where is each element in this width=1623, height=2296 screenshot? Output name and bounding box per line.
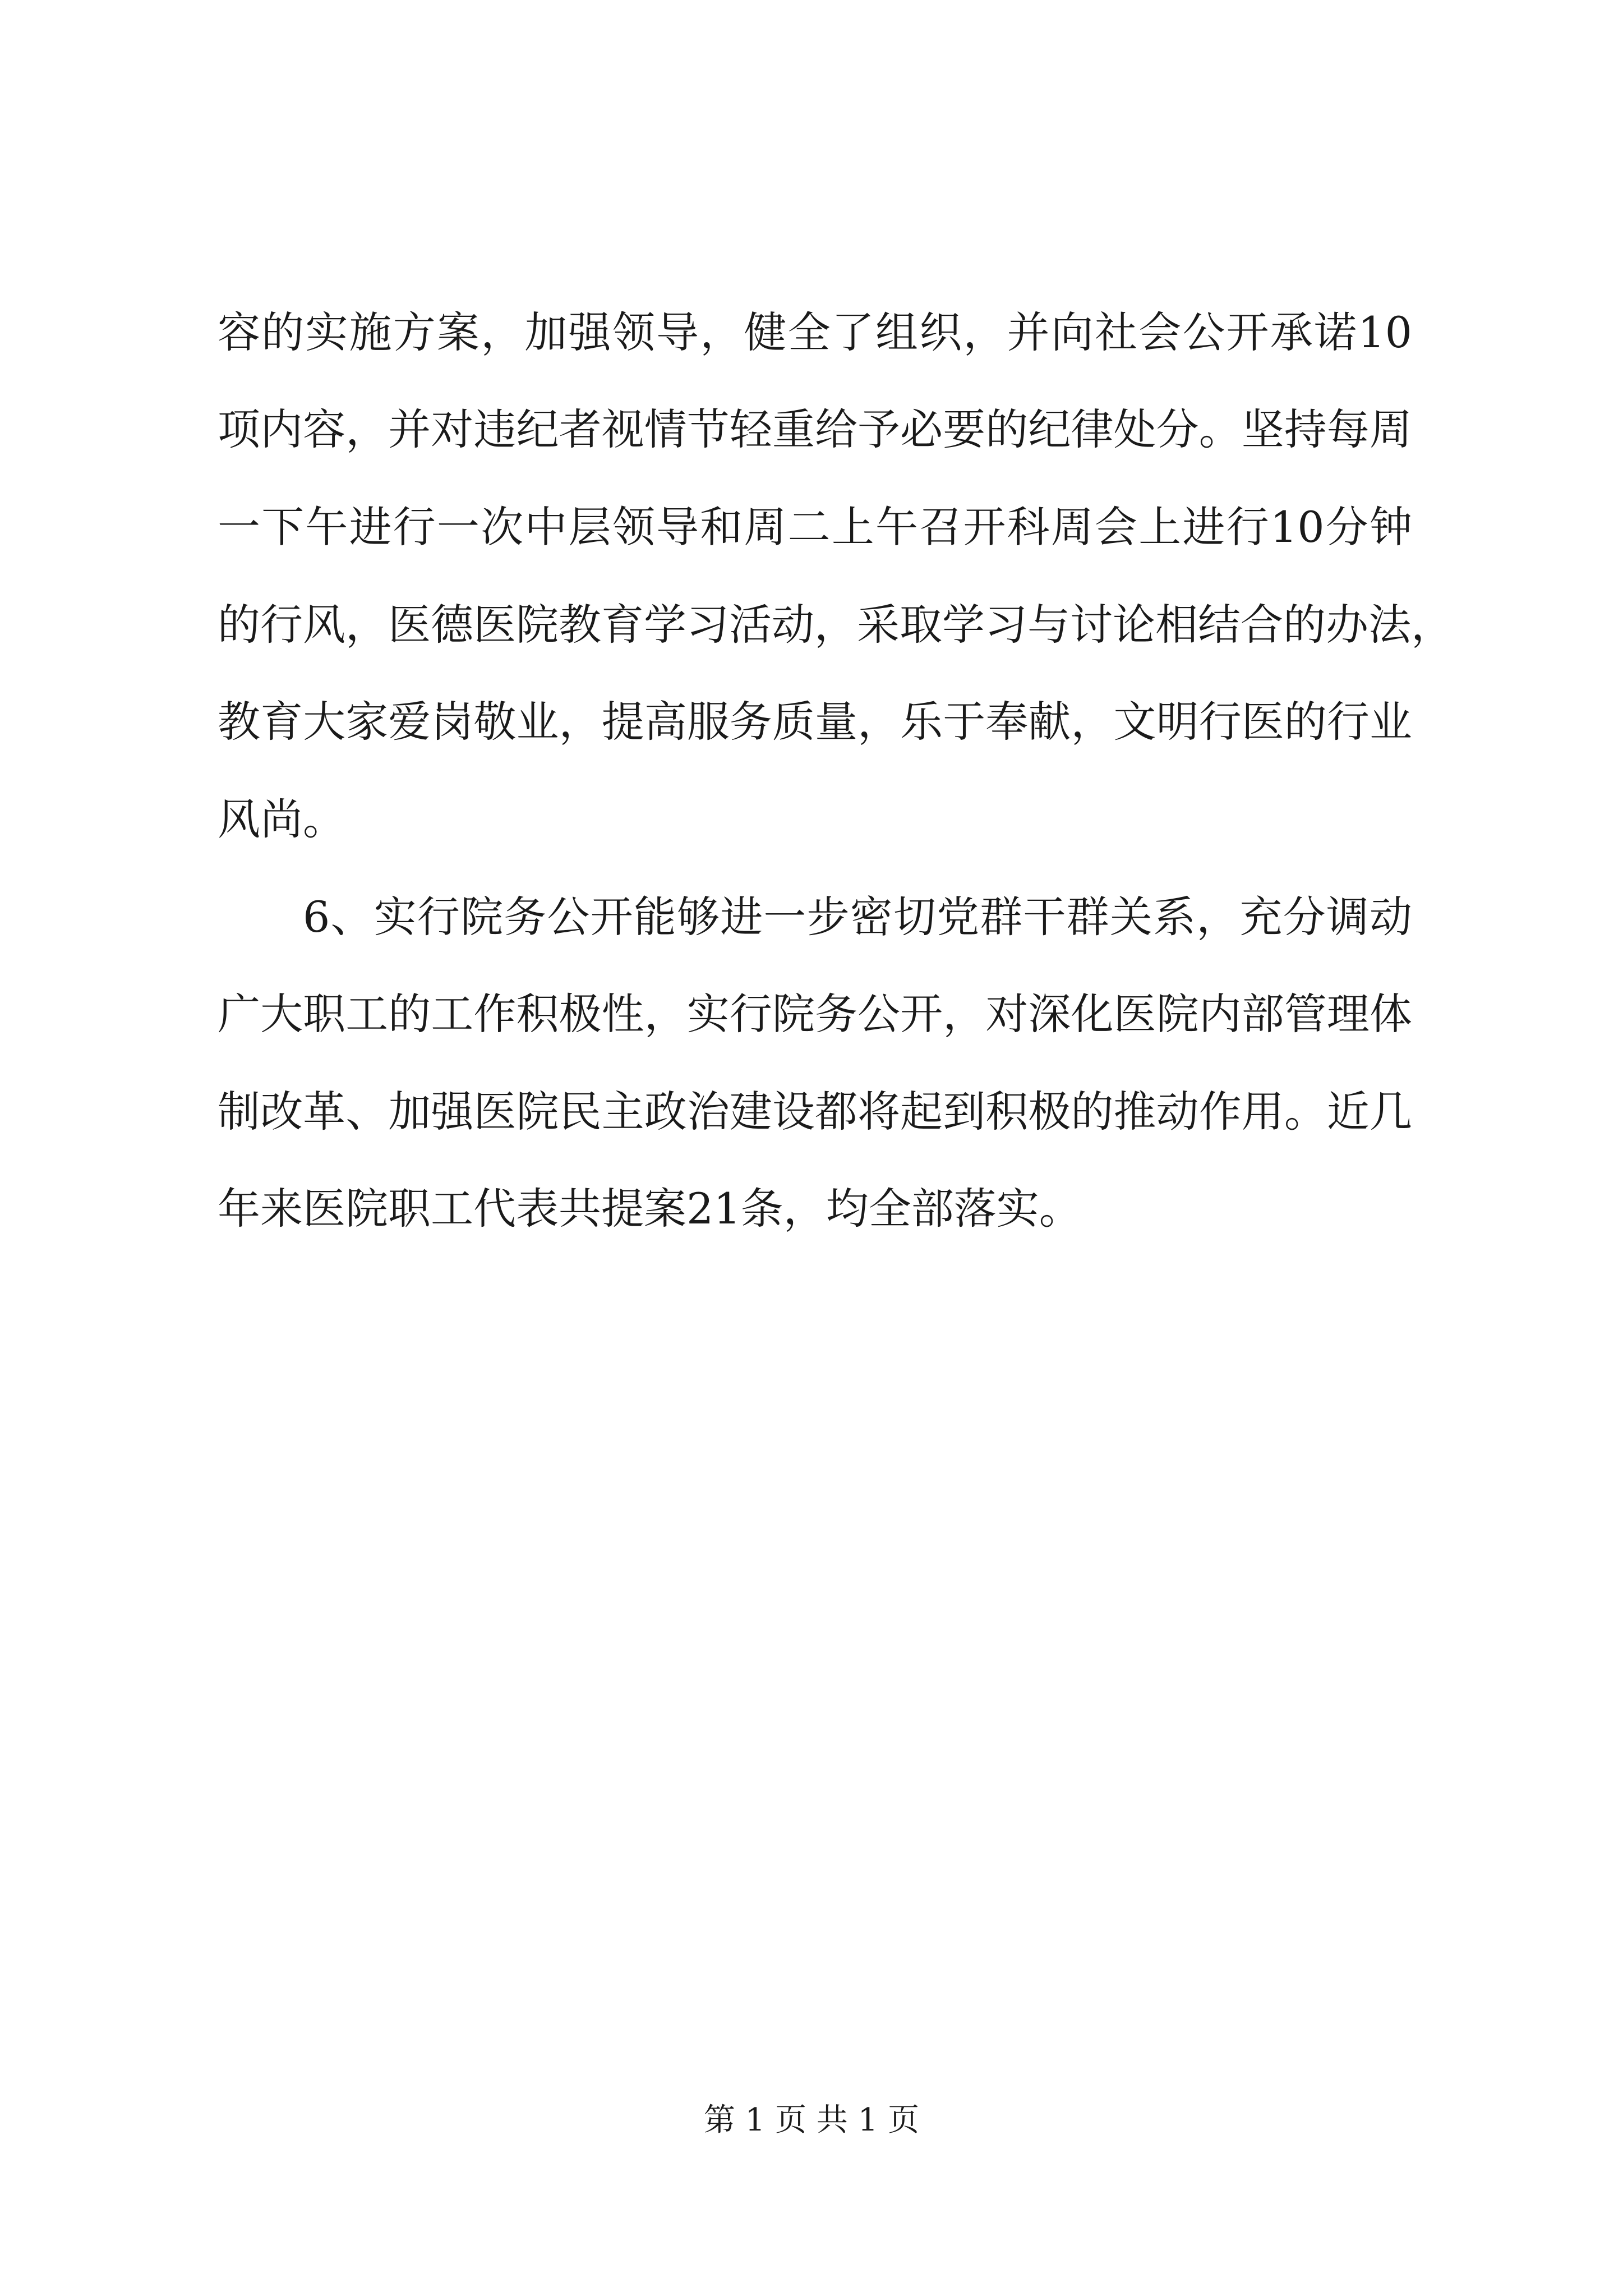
body-line: 的行风，医德医院教育学习活动，采取学习与讨论相结合的办法， xyxy=(218,600,1454,650)
body-line: 制改革、加强医院民主政治建设都将起到积极的推动作用。近几 xyxy=(218,1087,1412,1137)
page-footer: 第 1 页 共 1 页 xyxy=(703,2102,920,2138)
body-line: 年来医院职工代表共提案21条，均全部落实。 xyxy=(218,1184,1082,1234)
body-line: 广大职工的工作积极性，实行院务公开，对深化医院内部管理体 xyxy=(218,989,1412,1039)
body-line: 6、实行院务公开能够进一步密切党群干群关系，充分调动 xyxy=(303,892,1412,942)
body-line: 项内容，并对违纪者视情节轻重给予必要的纪律处分。坚持每周 xyxy=(218,404,1412,454)
body-line: 一下午进行一次中层领导和周二上午召开科周会上进行10分钟 xyxy=(218,502,1412,552)
body-line: 容的实施方案，加强领导，健全了组织，并向社会公开承诺10 xyxy=(218,307,1412,357)
body-line: 风尚。 xyxy=(218,794,345,844)
body-line: 教育大家爱岗敬业，提高服务质量，乐于奉献，文明行医的行业 xyxy=(218,697,1412,747)
